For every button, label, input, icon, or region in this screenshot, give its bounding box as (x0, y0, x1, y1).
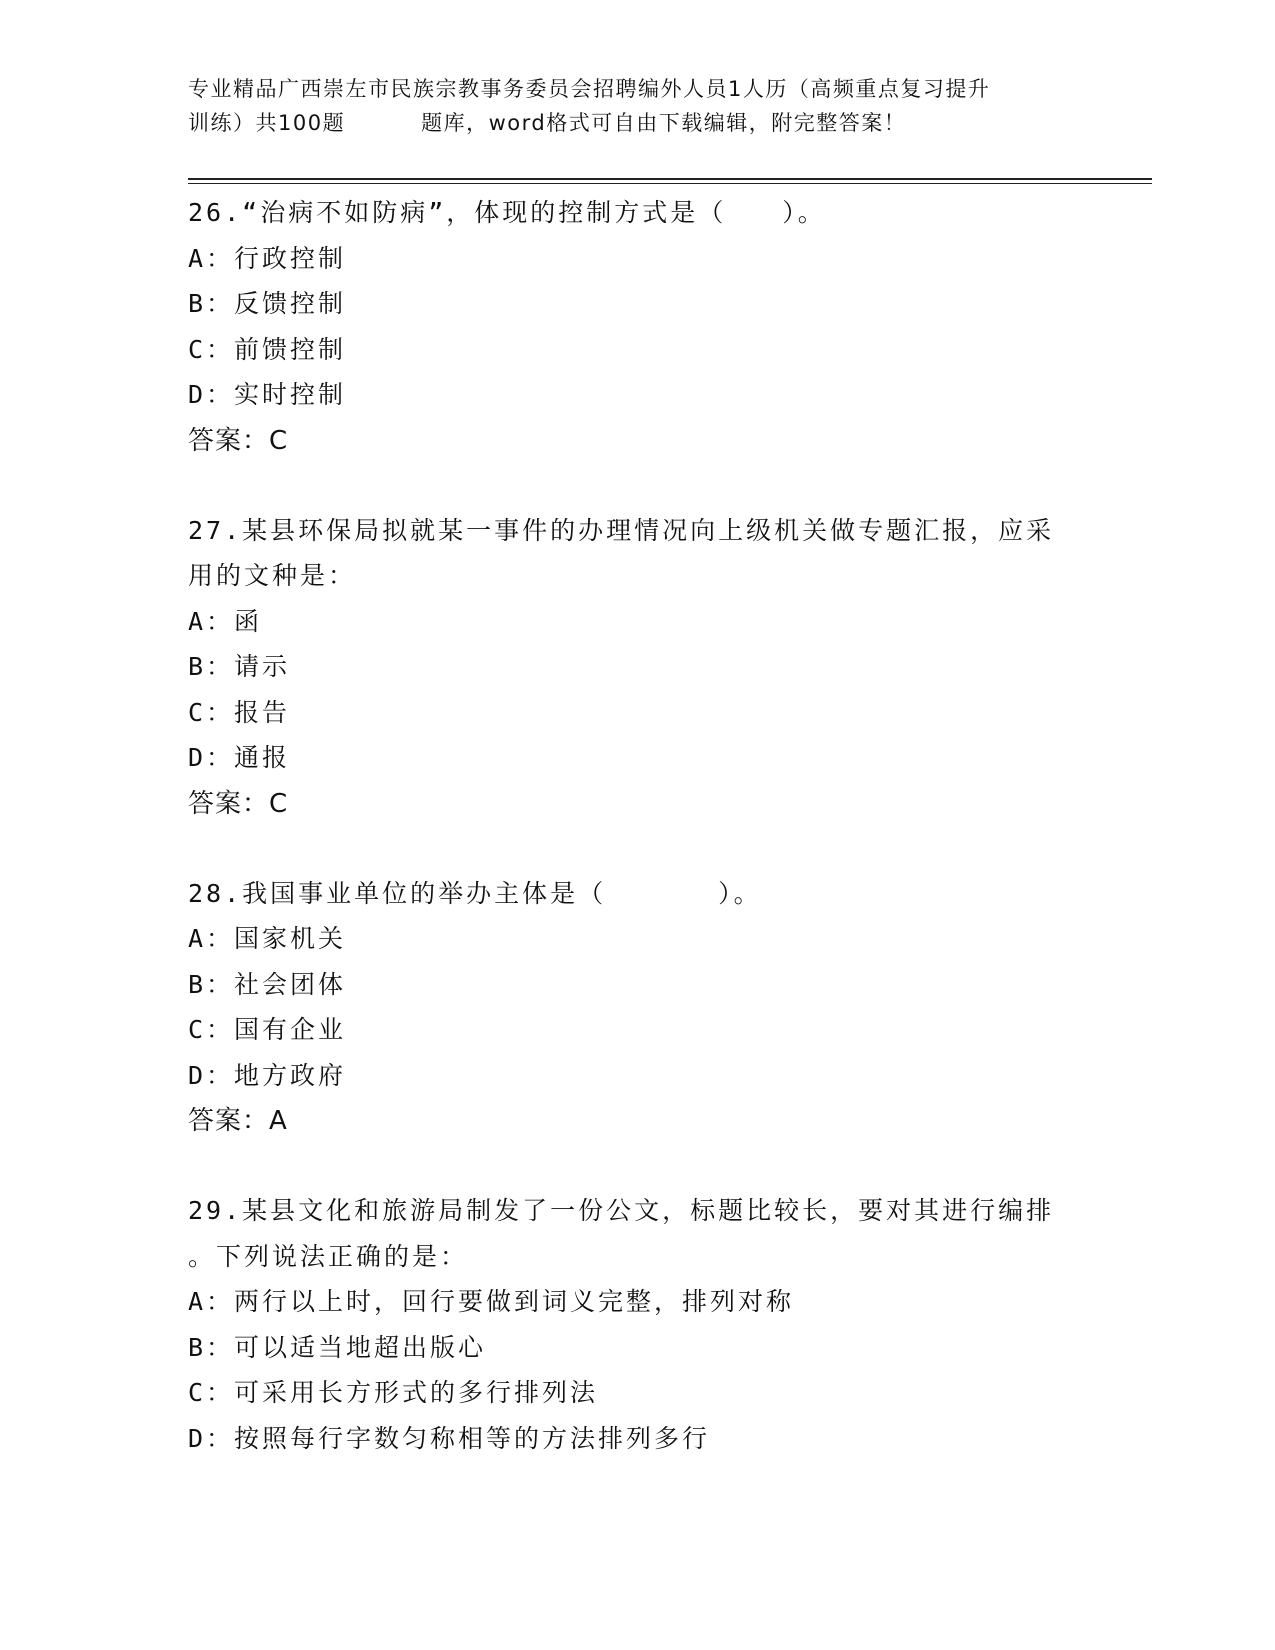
option-c: C：报告 (188, 697, 291, 727)
question-text: 26.“治病不如防病”，体现的控制方式是（ ）。 (188, 198, 826, 227)
header-line-1: 专业精品广西崇左市民族宗教事务委员会招聘编外人员1人历（高频重点复习提升 (188, 77, 991, 101)
question-text: 29.某县文化和旅游局制发了一份公文，标题比较长，要对其进行编排 (188, 1196, 1055, 1225)
question-text: 27.某县环保局拟就某一事件的办理情况向上级机关做专题汇报，应采 (188, 515, 1055, 545)
option-d: D：按照每行字数匀称相等的方法排列多行 (188, 1423, 711, 1453)
question-text-continued: 用的文种是： (188, 561, 357, 590)
option-c: C：国有企业 (188, 1015, 347, 1044)
option-a: A：行政控制 (188, 243, 347, 273)
header-divider-thick (188, 178, 1152, 180)
question-text-continued: 。下列说法正确的是： (188, 1241, 469, 1271)
option-c: C：可采用长方形式的多行排列法 (188, 1378, 599, 1407)
option-a: A：两行以上时，回行要做到词义完整，排列对称 (188, 1287, 795, 1316)
option-d: D：通报 (188, 743, 291, 772)
option-b: B：社会团体 (188, 969, 347, 999)
question-29 (188, 1188, 1088, 1461)
answer: 答案：C (188, 788, 289, 819)
question-26 (188, 190, 1088, 464)
question-27 (188, 508, 1088, 827)
answer: 答案：A (188, 1106, 288, 1136)
question-list (188, 190, 1088, 1505)
option-b: B：请示 (188, 652, 291, 681)
header-divider-thin (188, 183, 1152, 184)
option-a: A：国家机关 (188, 924, 347, 953)
answer: 答案：C (188, 425, 289, 456)
option-c: C：前馈控制 (188, 334, 347, 364)
question-28 (188, 871, 1088, 1145)
header-line-2-part-1: 训练）共100题 (188, 111, 346, 135)
option-a: A：函 (188, 606, 263, 636)
option-d: D：实时控制 (188, 380, 347, 409)
header-line-2-part-2: 题库，word格式可自由下载编辑，附完整答案！ (421, 111, 907, 135)
option-d: D：地方政府 (188, 1060, 347, 1090)
option-b: B：可以适当地超出版心 (188, 1332, 487, 1362)
option-b: B：反馈控制 (188, 289, 347, 318)
document-header (188, 72, 1088, 140)
question-text: 28.我国事业单位的举办主体是（ ）。 (188, 878, 762, 908)
header-line-2 (188, 106, 1088, 140)
